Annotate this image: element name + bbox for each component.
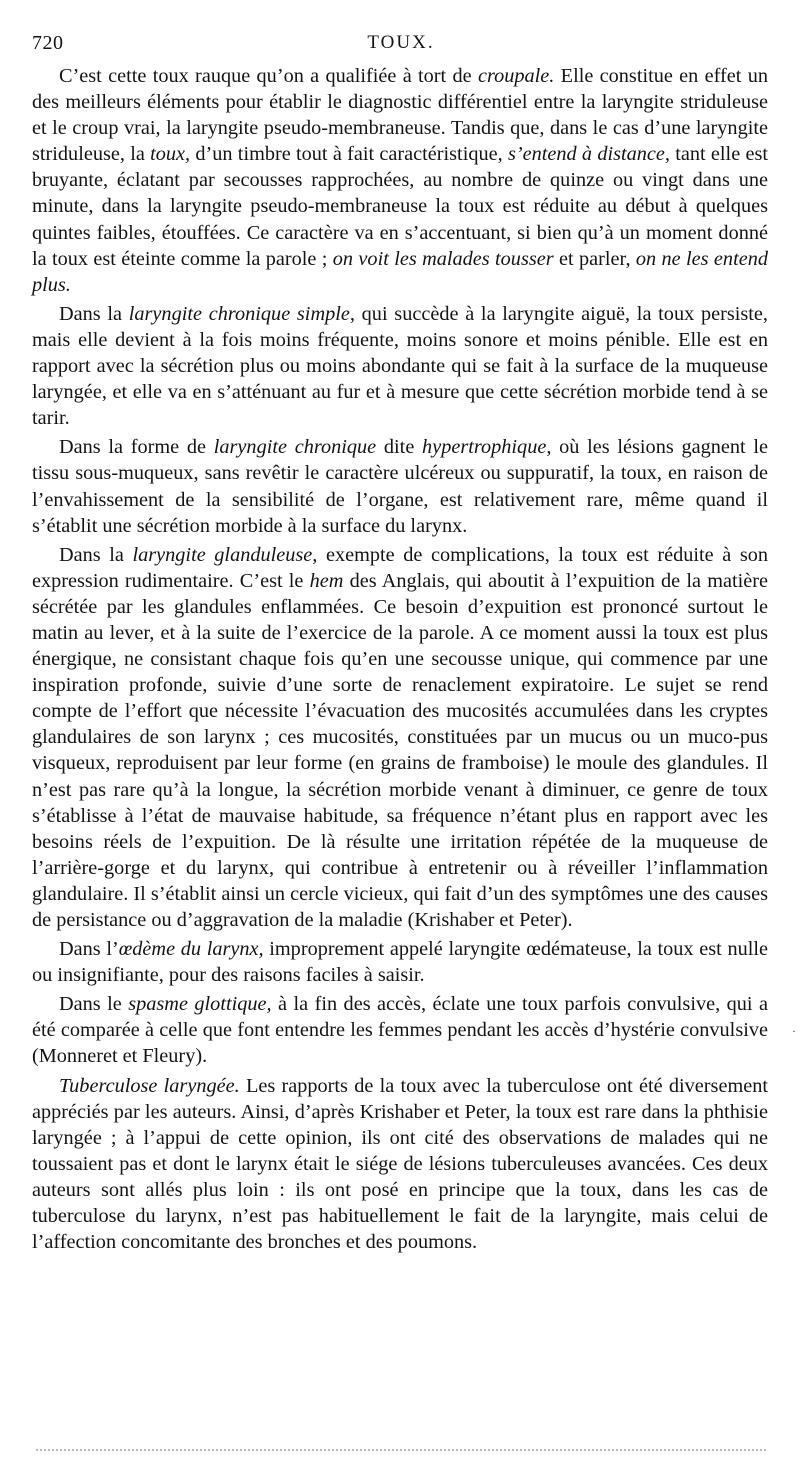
text-run: improprement appelé laryngite œdémateuse, la toux est nulle ou insignifiante, pour des raisons faciles à saisir. (32, 938, 769, 987)
text-run: dite (376, 436, 423, 459)
text-run: qui succède à la laryngite aiguë, la toux persiste, mais elle devient à la fois moins fréquente, moins sonore et moins pénible. Elle est en rapport avec la sécrétion plus ou moins abondante qui se fait à la surface de la muqueuse laryngée, et elle va en s’atténuant au fur et à mesure que cette sécrétion morbide tend à se tarir. (32, 302, 768, 430)
paragraph-laryngite-hypertrophique (32, 434, 768, 538)
italic-run: hypertrophique, (422, 436, 552, 459)
paragraph-spasme-glottique (32, 991, 768, 1069)
bottom-scan-artifact (36, 1449, 766, 1451)
margin-mark: · (792, 1024, 796, 1038)
text-run: et parler, (553, 247, 636, 270)
text-run: tant elle est bruyante, éclatant par secousses rapprochées, au nombre de quinze ou vingt dans une minute, dans la laryngite pseudo-membraneuse la toux est réduite au début à quelques quintes faibles, étouffées. Ce caractère va en s’accentuant, si bien qu’à un moment donné la toux est éteinte comme la parole ; (32, 143, 768, 270)
paragraph-oedeme-du-larynx (32, 936, 768, 988)
text-run: Dans le (59, 993, 129, 1016)
running-title: TOUX. (367, 32, 435, 53)
text-run: des Anglais, qui aboutit à l’expuition de la matière sécrétée par les glandules enflammées. Ce besoin d’expuition est prononcé surtout le matin au lever, et à la suite de l’exercice de la parole. A ce moment aussi la toux est plus énergique, ne consistant chaque fois qu’en une secousse unique, qui commence par une inspiration profonde, suivie d’une sorte de renaclement expiratoire. Le sujet se rend compte de l’effort que nécessite l’évacuation des mucosités accumulées dans les cryptes glandulaires de son larynx ; ces mucosités, constituées par un mucus ou un muco-pus visqueux, reproduisent par leur forme (en grains de framboise) le moule des glandules. Il n’est pas rare qu’à la longue, la sécrétion morbide venant à diminuer, ce genre de toux s’établisse à l’état de mauvaise habitude, sa fréquence n’étant plus en rapport avec les besoins réels de l’expuition. De là résulte une irritation répétée de la muqueuse de l’arrière-gorge et du larynx, qui contribue à entretenir ou à réveiller l’inflammation glandulaire. Il s’établit ainsi un cercle vicieux, qui fait d’un des symptômes une des causes de persistance ou d’aggravation de la maladie (Krishaber et Peter). (32, 569, 768, 931)
italic-run: spasme glottique, (128, 993, 272, 1016)
italic-run: s’entend à distance, (507, 143, 670, 166)
text-run: Elle constitue en effet un des meilleurs éléments pour établir le diagnostic différentiel entre la laryngite striduleuse et le croup vrai, la laryngite pseudo-membraneuse. Tandis que, dans le cas d’une laryngite striduleuse, la (32, 65, 768, 166)
text-run: Les rapports de la toux avec la tuberculose ont été diversement appréciés par les auteurs. Ainsi, d’après Krishaber et Peter, la toux est rare dans la phthisie laryngée ; à l’appui de cette opinion, ils ont cité des observations de malades qui ne toussaient pas et dont le larynx était le siége de lésions tuberculeuses avancées. Ces deux auteurs sont allés plus loin : ils ont posé en principe que la toux, dans les cas de tuberculose du larynx, n’est pas habituellement le fait de la laryngite, mais celui de l’affection concomitante des bronches et des poumons. (32, 1074, 768, 1254)
paragraph-tuberculose-laryngee (32, 1073, 768, 1256)
italic-run: toux, (150, 143, 191, 166)
italic-run: Tuberculose laryngée. (59, 1074, 240, 1097)
text-run: d’un timbre tout à fait caractéristique, (190, 143, 508, 166)
italic-run: laryngite chronique simple, (128, 302, 355, 325)
page-number: 720 (32, 32, 64, 54)
italic-run: laryngite glanduleuse, (132, 543, 318, 566)
paragraph-laryngite-glanduleuse (32, 542, 768, 933)
italic-run: œdème du larynx, (118, 938, 264, 961)
text-run: exempte de complications, la toux est réduite à son expression rudimentaire. C’est le (32, 543, 768, 592)
italic-run: hem (309, 569, 344, 592)
text-run: où les lésions gagnent le tissu sous-muqueux, sans revêtir le caractère ulcéreux ou suppuratif, la toux, en raison de l’envahissement de la sensibilité de l’organe, est relativement rare, même quand il s’établit une sécrétion morbide à la surface du larynx. (32, 436, 768, 537)
italic-run: croupale. (477, 65, 555, 87)
italic-run: laryngite chronique (213, 436, 377, 459)
italic-run: on voit les malades tousser (332, 247, 554, 270)
italic-run: on ne les entend plus. (32, 247, 768, 296)
text-run: Dans la (59, 543, 133, 566)
text-run: C’est cette toux rauque qu’on a qualifiée à tort de (59, 65, 478, 87)
page-header (32, 30, 770, 58)
paragraph-laryngite-chronique-simple (32, 301, 768, 431)
text-run: Dans la forme de (59, 436, 214, 459)
text-run: Dans l’ (59, 938, 119, 961)
text-run: Dans la (59, 302, 129, 325)
paragraph-croupale (32, 63, 768, 298)
body-text (32, 63, 768, 1255)
text-run: à la fin des accès, éclate une toux parfois convulsive, qui a été comparée à celle que font entendre les femmes pendant les accès d’hystérie convulsive (Monneret et Fleury). (32, 993, 768, 1068)
